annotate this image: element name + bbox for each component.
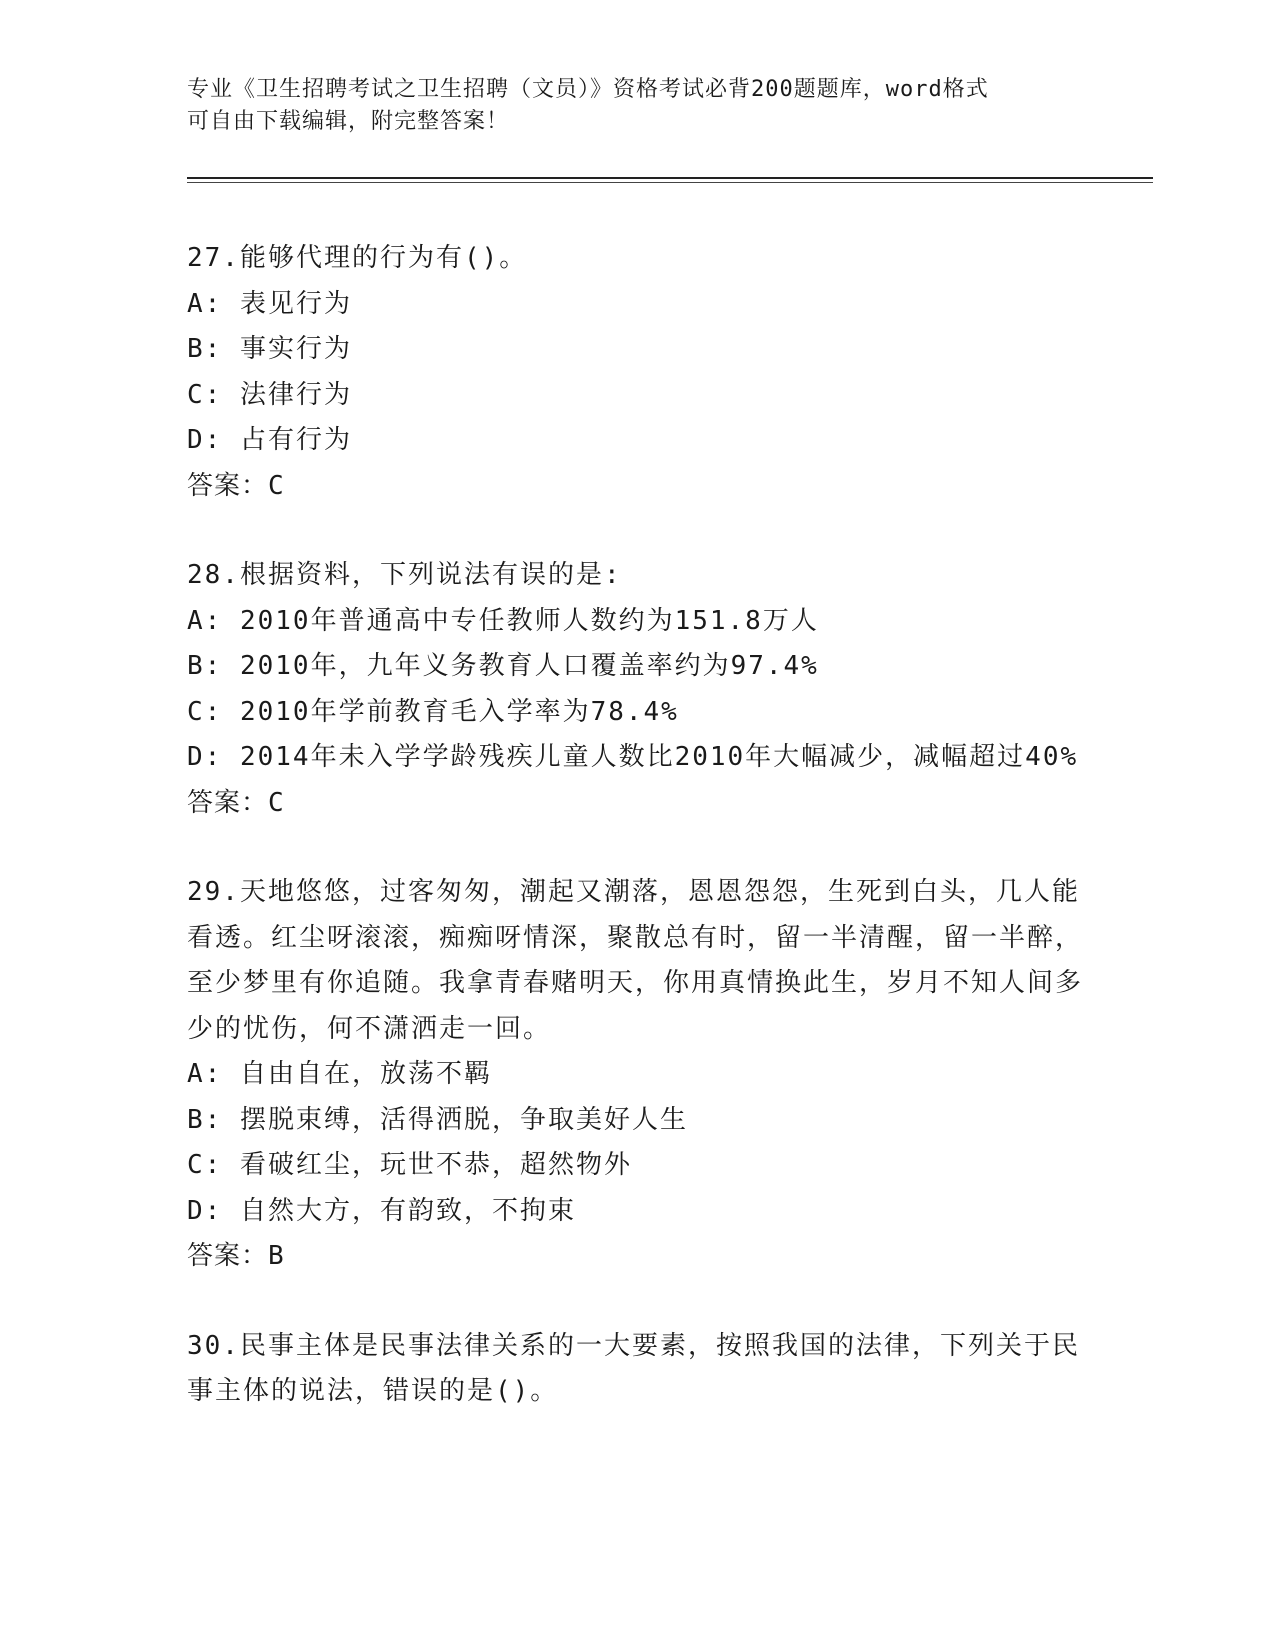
option-d: D: 自然大方，有韵致，不拘束 <box>187 1195 576 1226</box>
header-title-line-1: 专业《卫生招聘考试之卫生招聘（文员）》资格考试必背200题题库，word格式 <box>187 77 989 102</box>
option-a: A: 自由自在，放荡不羁 <box>187 1059 492 1089</box>
answer-value: C <box>268 470 285 501</box>
option-a: A: 表见行为 <box>187 288 352 319</box>
question-text: 30.民事主体是民事法律关系的一大要素，按照我国的法律，下列关于民事主体的说法，错误的是()。 <box>187 1330 1080 1406</box>
question-29 <box>187 870 1087 1280</box>
answer <box>187 464 1087 510</box>
answer-label: 答案： <box>187 1241 269 1271</box>
question-27 <box>187 236 1087 509</box>
question-text: 29.天地悠悠，过客匆匆，潮起又潮落，恩恩怨怨，生死到白头，几人能看透。红尘呀滚滚，痴痴呀情深，聚散总有时，留一半清醒，留一半醉，至少梦里有你追随。我拿青春赌明天，你用真情换此生，岁月不知人间多少的忧伤，何不潇洒走一回。 <box>187 877 1084 1044</box>
question-list <box>187 236 1087 1459</box>
header-divider <box>187 177 1153 179</box>
option-b: B: 2010年，九年义务教育人口覆盖率约为97.4% <box>187 651 819 681</box>
option-d: D: 2014年未入学学龄残疾儿童人数比2010年大幅减少，减幅超过40% <box>187 742 1079 772</box>
question-30 <box>187 1324 1087 1415</box>
answer-label: 答案： <box>187 470 269 501</box>
question-28 <box>187 553 1087 826</box>
option-d: D: 占有行为 <box>187 425 352 455</box>
question-text: 28.根据资料，下列说法有误的是: <box>187 560 622 590</box>
option-c: C: 看破红尘，玩世不恭，超然物外 <box>187 1150 632 1180</box>
header-divider-thin <box>187 182 1153 183</box>
option-a: A: 2010年普通高中专任教师人数约为151.8万人 <box>187 605 819 636</box>
option-c: C: 法律行为 <box>187 379 352 410</box>
option-b: B: 摆脱束缚，活得洒脱，争取美好人生 <box>187 1104 688 1135</box>
document-header <box>187 74 1067 138</box>
answer-value: B <box>268 1241 285 1271</box>
option-c: C: 2010年学前教育毛入学率为78.4% <box>187 696 679 727</box>
answer <box>187 1234 1087 1280</box>
answer <box>187 781 1087 827</box>
option-b: B: 事实行为 <box>187 334 352 364</box>
answer-label: 答案： <box>187 787 269 818</box>
answer-value: C <box>268 787 285 818</box>
question-text: 27.能够代理的行为有()。 <box>187 243 528 273</box>
header-title-line-2: 可自由下载编辑，附完整答案！ <box>187 109 510 134</box>
